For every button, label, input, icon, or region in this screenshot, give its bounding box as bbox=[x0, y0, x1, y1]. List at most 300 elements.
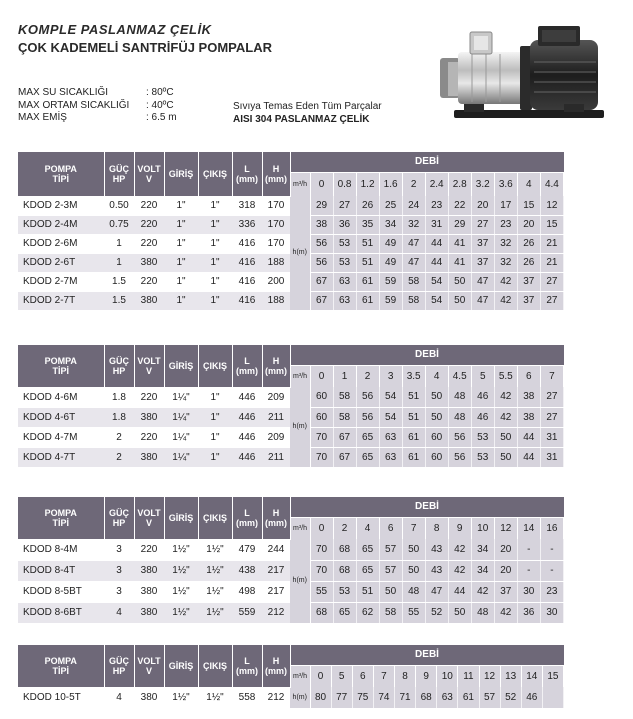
debi-value: 0 bbox=[310, 665, 331, 687]
head-value: 44 bbox=[517, 427, 540, 447]
head-value: 61 bbox=[356, 272, 379, 291]
head-value: 20 bbox=[471, 196, 494, 215]
head-value: 50 bbox=[402, 560, 425, 581]
pump-h: 217 bbox=[262, 560, 290, 581]
pump-giris: 1" bbox=[164, 253, 198, 272]
head-value: 41 bbox=[448, 253, 471, 272]
pump-h: 217 bbox=[262, 581, 290, 602]
head-value: 56 bbox=[356, 387, 379, 407]
debi-value: 7 bbox=[402, 517, 425, 539]
head-value: 58 bbox=[402, 291, 425, 310]
head-value: 42 bbox=[494, 272, 517, 291]
spec-label: MAX SU SICAKLIĞI bbox=[18, 87, 109, 98]
pump-volt: 220 bbox=[134, 272, 164, 291]
head-value: 70 bbox=[310, 539, 333, 560]
head-value: 42 bbox=[494, 407, 517, 427]
head-value: 53 bbox=[333, 581, 356, 602]
head-value: 65 bbox=[356, 560, 379, 581]
head-value: 56 bbox=[310, 234, 333, 253]
head-value: 26 bbox=[517, 234, 540, 253]
head-value: 29 bbox=[310, 196, 333, 215]
head-value: 27 bbox=[471, 215, 494, 234]
col-pompa-tipi: POMPA TİPİ bbox=[18, 152, 104, 196]
pump-cikis: 1½" bbox=[198, 539, 232, 560]
head-value: 47 bbox=[471, 272, 494, 291]
head-value: - bbox=[517, 539, 540, 560]
pump-model: KDOD 2-6T bbox=[18, 253, 104, 272]
head-value: 54 bbox=[425, 272, 448, 291]
pump-cikis: 1" bbox=[198, 387, 232, 407]
head-value: 49 bbox=[379, 234, 402, 253]
head-value: 47 bbox=[425, 581, 448, 602]
head-value: 31 bbox=[425, 215, 448, 234]
head-value: 68 bbox=[416, 687, 437, 708]
head-value: 42 bbox=[448, 539, 471, 560]
head-value: 63 bbox=[379, 447, 402, 467]
head-value: - bbox=[540, 560, 563, 581]
pump-h: 170 bbox=[262, 234, 290, 253]
head-value: 63 bbox=[333, 272, 356, 291]
table-row bbox=[18, 687, 564, 708]
pump-volt: 380 bbox=[134, 291, 164, 310]
head-value: 38 bbox=[517, 407, 540, 427]
pump-cikis: 1" bbox=[198, 272, 232, 291]
col-l: L (mm) bbox=[232, 645, 262, 687]
col-l: L (mm) bbox=[232, 152, 262, 196]
pump-h: 244 bbox=[262, 539, 290, 560]
pump-cikis: 1" bbox=[198, 427, 232, 447]
pump-hp: 3 bbox=[104, 560, 134, 581]
head-value: 61 bbox=[402, 427, 425, 447]
head-value: 57 bbox=[379, 560, 402, 581]
debi-value: 5 bbox=[471, 365, 494, 387]
head-value: 25 bbox=[379, 196, 402, 215]
head-value: 70 bbox=[310, 427, 333, 447]
debi-value: 3.6 bbox=[494, 172, 517, 196]
head-value: 46 bbox=[521, 687, 542, 708]
debi-value: 3.5 bbox=[402, 365, 425, 387]
head-value: 51 bbox=[402, 407, 425, 427]
head-value: 60 bbox=[425, 447, 448, 467]
head-value: 26 bbox=[517, 253, 540, 272]
head-value: 70 bbox=[310, 560, 333, 581]
pump-h: 211 bbox=[262, 447, 290, 467]
head-value: 32 bbox=[494, 234, 517, 253]
head-value: 50 bbox=[494, 427, 517, 447]
pump-hp: 1.5 bbox=[104, 291, 134, 310]
head-value: 42 bbox=[494, 387, 517, 407]
head-value: 60 bbox=[425, 427, 448, 447]
head-value: 48 bbox=[448, 387, 471, 407]
head-value: 65 bbox=[356, 427, 379, 447]
head-value: 70 bbox=[310, 447, 333, 467]
head-value: 37 bbox=[517, 272, 540, 291]
pump-giris: 1" bbox=[164, 215, 198, 234]
pump-cikis: 1" bbox=[198, 253, 232, 272]
col-h: H (mm) bbox=[262, 152, 290, 196]
head-value: 35 bbox=[356, 215, 379, 234]
pump-model: KDOD 4-6M bbox=[18, 387, 104, 407]
head-value: 32 bbox=[402, 215, 425, 234]
pump-hp: 1.8 bbox=[104, 407, 134, 427]
head-value: 17 bbox=[494, 196, 517, 215]
debi-value: 16 bbox=[540, 517, 563, 539]
head-value: 50 bbox=[448, 272, 471, 291]
head-value: 65 bbox=[356, 447, 379, 467]
pump-l: 416 bbox=[232, 272, 262, 291]
head-value: 53 bbox=[471, 427, 494, 447]
head-value: 44 bbox=[448, 581, 471, 602]
head-value: 54 bbox=[425, 291, 448, 310]
pump-giris: 1½" bbox=[164, 602, 198, 623]
head-value: 48 bbox=[471, 602, 494, 623]
col-cikis: ÇIKIŞ bbox=[198, 497, 232, 539]
head-value: 21 bbox=[540, 253, 563, 272]
head-value: 50 bbox=[494, 447, 517, 467]
debi-value: 6 bbox=[379, 517, 402, 539]
pump-model: KDOD 2-3M bbox=[18, 196, 104, 215]
head-value: 24 bbox=[402, 196, 425, 215]
pump-cikis: 1½" bbox=[198, 602, 232, 623]
head-value: 38 bbox=[310, 215, 333, 234]
pump-model: KDOD 2-7T bbox=[18, 291, 104, 310]
pump-cikis: 1" bbox=[198, 215, 232, 234]
pump-model: KDOD 4-6T bbox=[18, 407, 104, 427]
head-value-empty bbox=[542, 687, 563, 708]
head-value: 58 bbox=[333, 387, 356, 407]
head-value: 27 bbox=[333, 196, 356, 215]
head-value: 57 bbox=[479, 687, 500, 708]
col-cikis: ÇIKIŞ bbox=[198, 345, 232, 387]
pump-giris: 1¼" bbox=[164, 387, 198, 407]
pump-cikis: 1½" bbox=[198, 581, 232, 602]
head-value: 37 bbox=[517, 291, 540, 310]
head-value: 59 bbox=[379, 291, 402, 310]
head-value: 74 bbox=[373, 687, 394, 708]
pump-hp: 2 bbox=[104, 447, 134, 467]
max-specs bbox=[18, 87, 177, 125]
head-value: 50 bbox=[425, 387, 448, 407]
head-value: 56 bbox=[310, 253, 333, 272]
head-value: - bbox=[540, 539, 563, 560]
pump-hp: 1 bbox=[104, 234, 134, 253]
unit-hm: h(m) bbox=[290, 539, 310, 623]
head-value: 23 bbox=[425, 196, 448, 215]
head-value: 37 bbox=[471, 234, 494, 253]
head-value: 23 bbox=[494, 215, 517, 234]
head-value: 54 bbox=[379, 387, 402, 407]
pump-l: 446 bbox=[232, 427, 262, 447]
debi-value: 6 bbox=[352, 665, 373, 687]
head-value: 44 bbox=[425, 234, 448, 253]
pump-l: 416 bbox=[232, 291, 262, 310]
spec-label: MAX EMİŞ bbox=[18, 112, 67, 123]
spec-value: : 6.5 m bbox=[146, 112, 177, 123]
debi-value: 2.4 bbox=[425, 172, 448, 196]
col-debi: DEBİ bbox=[290, 497, 564, 517]
head-value: 36 bbox=[517, 602, 540, 623]
debi-value: 9 bbox=[448, 517, 471, 539]
debi-value: 2.8 bbox=[448, 172, 471, 196]
pump-volt: 220 bbox=[134, 215, 164, 234]
col-volt: VOLT V bbox=[134, 345, 164, 387]
pump-cikis: 1" bbox=[198, 407, 232, 427]
unit-m3h: m³/h bbox=[290, 665, 310, 687]
debi-value: 4 bbox=[356, 517, 379, 539]
pump-cikis: 1" bbox=[198, 291, 232, 310]
head-value: 29 bbox=[448, 215, 471, 234]
head-value: 30 bbox=[540, 602, 563, 623]
pump-model: KDOD 4-7T bbox=[18, 447, 104, 467]
pump-cikis: 1½" bbox=[198, 687, 232, 708]
pump-hp: 2 bbox=[104, 427, 134, 447]
head-value: 51 bbox=[356, 234, 379, 253]
debi-value: 10 bbox=[437, 665, 458, 687]
pump-h: 209 bbox=[262, 387, 290, 407]
col-giris: GİRİŞ bbox=[164, 497, 198, 539]
pump-l: 558 bbox=[232, 687, 262, 708]
pump-hp: 3 bbox=[104, 581, 134, 602]
pump-model: KDOD 2-6M bbox=[18, 234, 104, 253]
head-value: 38 bbox=[517, 387, 540, 407]
head-value: 43 bbox=[425, 539, 448, 560]
pump-hp: 1.8 bbox=[104, 387, 134, 407]
head-value: 71 bbox=[395, 687, 416, 708]
col-h: H (mm) bbox=[262, 345, 290, 387]
pump-giris: 1" bbox=[164, 196, 198, 215]
head-value: 52 bbox=[500, 687, 521, 708]
pump-model: KDOD 4-7M bbox=[18, 427, 104, 447]
head-value: 20 bbox=[494, 539, 517, 560]
pump-hp: 4 bbox=[104, 687, 134, 708]
col-volt: VOLT V bbox=[134, 152, 164, 196]
debi-value: 11 bbox=[458, 665, 479, 687]
head-value: 50 bbox=[425, 407, 448, 427]
head-value: 41 bbox=[448, 234, 471, 253]
pump-l: 318 bbox=[232, 196, 262, 215]
debi-value: 8 bbox=[395, 665, 416, 687]
debi-value: 1.2 bbox=[356, 172, 379, 196]
debi-value: 14 bbox=[517, 517, 540, 539]
pump-giris: 1" bbox=[164, 272, 198, 291]
pump-volt: 380 bbox=[134, 581, 164, 602]
pump-model: KDOD 8-4T bbox=[18, 560, 104, 581]
pump-l: 416 bbox=[232, 253, 262, 272]
spec-table-kdod-8 bbox=[18, 497, 564, 624]
head-value: 36 bbox=[333, 215, 356, 234]
pump-model: KDOD 2-4M bbox=[18, 215, 104, 234]
col-volt: VOLT V bbox=[134, 645, 164, 687]
head-value: 77 bbox=[331, 687, 352, 708]
pump-l: 416 bbox=[232, 234, 262, 253]
head-value: 58 bbox=[402, 272, 425, 291]
pump-volt: 380 bbox=[134, 447, 164, 467]
pump-l: 336 bbox=[232, 215, 262, 234]
head-value: 23 bbox=[540, 581, 563, 602]
head-value: 44 bbox=[425, 253, 448, 272]
pump-volt: 220 bbox=[134, 196, 164, 215]
pump-giris: 1¼" bbox=[164, 427, 198, 447]
pump-model: KDOD 10-5T bbox=[18, 687, 104, 708]
head-value: 27 bbox=[540, 272, 563, 291]
unit-hm: h(m) bbox=[290, 687, 310, 708]
head-value: 53 bbox=[471, 447, 494, 467]
pump-giris: 1½" bbox=[164, 581, 198, 602]
unit-m3h: m³/h bbox=[290, 517, 310, 539]
head-value: 34 bbox=[471, 560, 494, 581]
pump-giris: 1½" bbox=[164, 560, 198, 581]
pump-h: 170 bbox=[262, 196, 290, 215]
col-pompa-tipi: POMPA TİPİ bbox=[18, 497, 104, 539]
unit-hm: h(m) bbox=[290, 387, 310, 467]
debi-value: 5.5 bbox=[494, 365, 517, 387]
pump-model: KDOD 2-7M bbox=[18, 272, 104, 291]
col-l: L (mm) bbox=[232, 497, 262, 539]
head-value: 58 bbox=[333, 407, 356, 427]
debi-value: 1 bbox=[333, 365, 356, 387]
col-h: H (mm) bbox=[262, 645, 290, 687]
head-value: 61 bbox=[402, 447, 425, 467]
pump-hp: 1.5 bbox=[104, 272, 134, 291]
pump-volt: 380 bbox=[134, 407, 164, 427]
pump-giris: 1¼" bbox=[164, 407, 198, 427]
unit-m3h: m³/h bbox=[290, 365, 310, 387]
col-guc: GÜÇ HP bbox=[104, 345, 134, 387]
pump-volt: 220 bbox=[134, 539, 164, 560]
head-value: 68 bbox=[310, 602, 333, 623]
pump-product-image bbox=[434, 12, 610, 130]
head-value: 68 bbox=[333, 539, 356, 560]
head-value: 55 bbox=[402, 602, 425, 623]
unit-hm: h(m) bbox=[290, 196, 310, 310]
head-value: 47 bbox=[402, 253, 425, 272]
head-value: 59 bbox=[379, 272, 402, 291]
debi-value: 9 bbox=[416, 665, 437, 687]
head-value: 68 bbox=[333, 560, 356, 581]
pump-giris: 1¼" bbox=[164, 447, 198, 467]
pump-l: 438 bbox=[232, 560, 262, 581]
debi-value: 10 bbox=[471, 517, 494, 539]
head-value: 62 bbox=[356, 602, 379, 623]
head-value: 67 bbox=[333, 427, 356, 447]
head-value: 48 bbox=[402, 581, 425, 602]
head-value: 30 bbox=[517, 581, 540, 602]
debi-value: 0 bbox=[310, 365, 333, 387]
head-value: 55 bbox=[310, 581, 333, 602]
head-value: 27 bbox=[540, 387, 563, 407]
pump-h: 209 bbox=[262, 427, 290, 447]
pump-model: KDOD 8-4M bbox=[18, 539, 104, 560]
col-giris: GİRİŞ bbox=[164, 345, 198, 387]
debi-value: 1.6 bbox=[379, 172, 402, 196]
head-value: 32 bbox=[494, 253, 517, 272]
spec-table-kdod-2 bbox=[18, 152, 564, 311]
catalog-subtitle: ÇOK KADEMELİ SANTRİFÜJ POMPALAR bbox=[18, 40, 272, 55]
col-guc: GÜÇ HP bbox=[104, 645, 134, 687]
pump-model: KDOD 8-6BT bbox=[18, 602, 104, 623]
head-value: 63 bbox=[379, 427, 402, 447]
pump-cikis: 1" bbox=[198, 196, 232, 215]
head-value: 15 bbox=[517, 196, 540, 215]
col-debi: DEBİ bbox=[290, 152, 564, 172]
pump-cikis: 1" bbox=[198, 447, 232, 467]
spec-value: : 40ºC bbox=[146, 99, 174, 111]
head-value: 53 bbox=[333, 253, 356, 272]
pump-volt: 220 bbox=[134, 427, 164, 447]
debi-value: 4 bbox=[517, 172, 540, 196]
pump-volt: 220 bbox=[134, 387, 164, 407]
head-value: 58 bbox=[379, 602, 402, 623]
pump-h: 211 bbox=[262, 407, 290, 427]
head-value: 50 bbox=[402, 539, 425, 560]
spec-row bbox=[18, 87, 177, 100]
head-value: 22 bbox=[448, 196, 471, 215]
pump-h: 188 bbox=[262, 291, 290, 310]
pump-cikis: 1" bbox=[198, 234, 232, 253]
head-value: 61 bbox=[356, 291, 379, 310]
head-value: 80 bbox=[310, 687, 331, 708]
pump-giris: 1½" bbox=[164, 687, 198, 708]
unit-m3h: m³/h bbox=[290, 172, 310, 196]
table-row bbox=[18, 387, 564, 407]
spec-label: MAX ORTAM SICAKLIĞI bbox=[18, 99, 130, 111]
head-value: 75 bbox=[352, 687, 373, 708]
debi-value: 7 bbox=[540, 365, 563, 387]
head-value: 56 bbox=[448, 447, 471, 467]
material-note-line1: Sıvıya Temas Eden Tüm Parçalar bbox=[233, 101, 382, 112]
pump-l: 479 bbox=[232, 539, 262, 560]
head-value: 27 bbox=[540, 291, 563, 310]
col-cikis: ÇIKIŞ bbox=[198, 645, 232, 687]
head-value: 67 bbox=[333, 447, 356, 467]
head-value: 26 bbox=[356, 196, 379, 215]
head-value: 46 bbox=[471, 407, 494, 427]
col-debi: DEBİ bbox=[290, 645, 564, 665]
debi-value: 0 bbox=[310, 517, 333, 539]
head-value: 21 bbox=[540, 234, 563, 253]
debi-value: 13 bbox=[500, 665, 521, 687]
head-value: 42 bbox=[471, 581, 494, 602]
pump-volt: 380 bbox=[134, 560, 164, 581]
head-value: 31 bbox=[540, 447, 563, 467]
head-value: 67 bbox=[310, 272, 333, 291]
pump-l: 446 bbox=[232, 387, 262, 407]
debi-value: 2 bbox=[402, 172, 425, 196]
col-giris: GİRİŞ bbox=[164, 152, 198, 196]
head-value: 15 bbox=[540, 215, 563, 234]
head-value: 67 bbox=[310, 291, 333, 310]
head-value: 65 bbox=[356, 539, 379, 560]
pump-h: 200 bbox=[262, 272, 290, 291]
head-value: 63 bbox=[333, 291, 356, 310]
head-value: 52 bbox=[425, 602, 448, 623]
pump-giris: 1" bbox=[164, 234, 198, 253]
head-value: 37 bbox=[494, 581, 517, 602]
col-h: H (mm) bbox=[262, 497, 290, 539]
head-value: 51 bbox=[402, 387, 425, 407]
head-value: 48 bbox=[448, 407, 471, 427]
pump-h: 170 bbox=[262, 215, 290, 234]
debi-value: 6 bbox=[517, 365, 540, 387]
material-note-line2: AISI 304 PASLANMAZ ÇELİK bbox=[233, 113, 370, 125]
debi-value: 12 bbox=[494, 517, 517, 539]
pump-volt: 220 bbox=[134, 234, 164, 253]
pump-h: 188 bbox=[262, 253, 290, 272]
debi-value: 3 bbox=[379, 365, 402, 387]
debi-value: 15 bbox=[542, 665, 563, 687]
head-value: 31 bbox=[540, 427, 563, 447]
col-volt: VOLT V bbox=[134, 497, 164, 539]
